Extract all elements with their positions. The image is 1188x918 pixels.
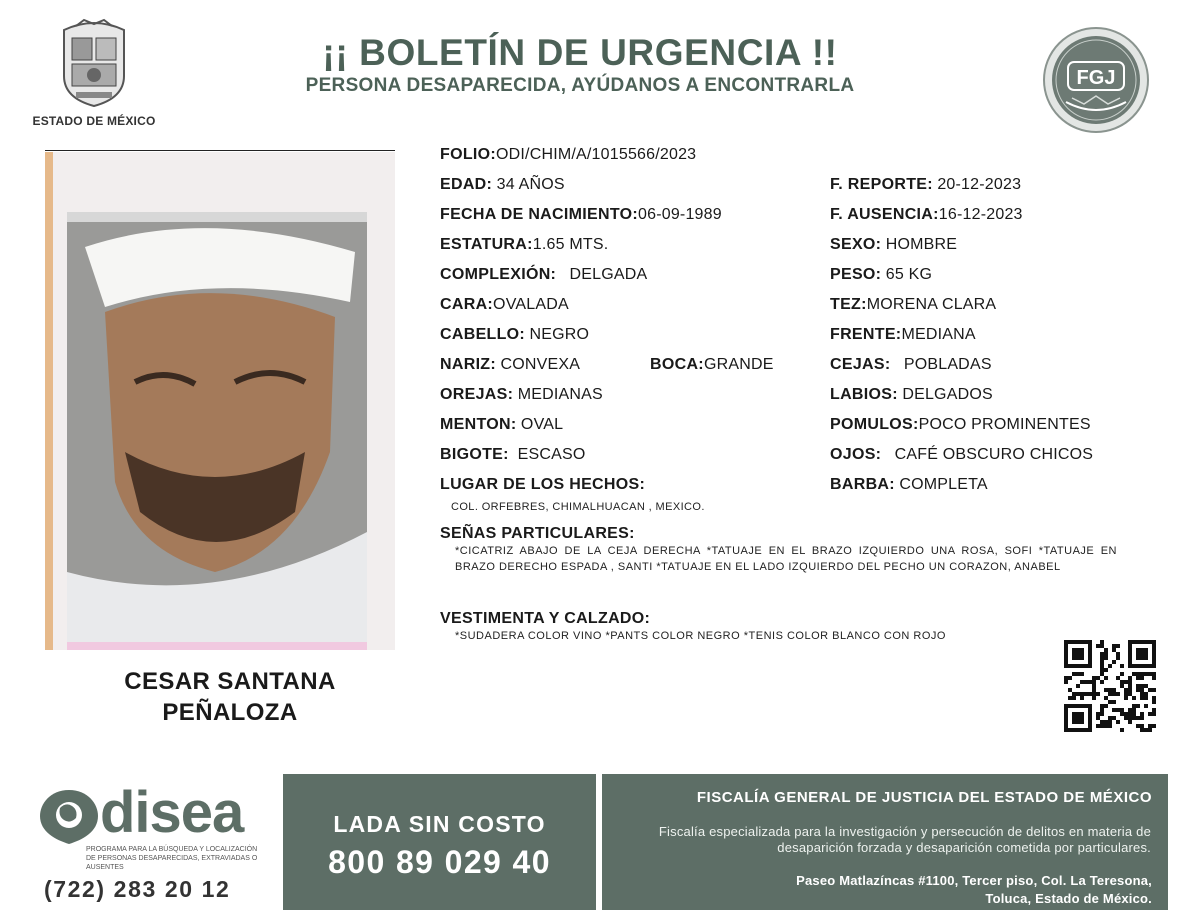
field-label: LABIOS: xyxy=(830,386,898,403)
field-value: CONVEXA xyxy=(500,356,581,373)
toll-free-number[interactable]: 800 89 029 40 xyxy=(328,844,551,880)
field-value: 34 AÑOS xyxy=(496,176,565,193)
field-barba xyxy=(830,475,988,495)
field-lugar-value: COL. ORFEBRES, CHIMALHUACAN , MEXICO. xyxy=(451,501,705,513)
field-value: DELGADA xyxy=(569,266,648,283)
name-line-1: CESAR SANTANA xyxy=(124,668,336,695)
field-label: BOCA: xyxy=(650,356,704,373)
photo-top-rule xyxy=(45,150,395,151)
field-value: POCO PROMINENTES xyxy=(918,416,1091,433)
field-value: 06-09-1989 xyxy=(638,206,722,223)
field-label: NARIZ: xyxy=(440,356,497,373)
name-line-2: PEÑALOZA xyxy=(162,699,298,726)
field-menton xyxy=(440,415,563,435)
field-value: 20-12-2023 xyxy=(937,176,1022,193)
person-photo xyxy=(45,152,395,650)
field-folio xyxy=(440,145,696,165)
field-label: TEZ: xyxy=(830,296,867,313)
field-label: OREJAS: xyxy=(440,386,514,403)
fgj-seal-text: FGJ xyxy=(1076,67,1116,89)
field-complexion xyxy=(440,265,647,285)
field-label: BIGOTE: xyxy=(440,446,509,463)
field-cabello xyxy=(440,325,589,345)
qr-code-icon[interactable] xyxy=(1064,640,1156,732)
field-label: EDAD: xyxy=(440,176,493,193)
field-label: SEXO: xyxy=(830,236,882,253)
field-value: ESCASO xyxy=(517,446,586,463)
field-label: FECHA DE NACIMIENTO: xyxy=(440,206,638,223)
address-line-2: Toluca, Estado de México. xyxy=(985,891,1152,906)
senas-label xyxy=(440,524,635,544)
fiscalia-address xyxy=(640,872,1152,908)
field-ojos xyxy=(830,445,1093,465)
field-value: ODI/CHIM/A/1015566/2023 xyxy=(496,146,697,163)
footer-divider xyxy=(596,774,602,910)
field-label: BARBA: xyxy=(830,476,895,493)
field-label: SEÑAS PARTICULARES: xyxy=(440,525,635,542)
field-value: 16-12-2023 xyxy=(938,206,1023,223)
field-value: CAFÉ OBSCURO CHICOS xyxy=(894,446,1094,463)
field-label: OJOS: xyxy=(830,446,882,463)
field-value: HOMBRE xyxy=(885,236,958,253)
field-nariz xyxy=(440,355,580,375)
field-edad xyxy=(440,175,565,195)
field-label: COMPLEXIÓN: xyxy=(440,266,557,283)
odisea-description: PROGRAMA PARA LA BÚSQUEDA Y LOCALIZACIÓN DE PERSONAS DESAPARECIDAS, EXTRAVIADAS O AUSENTES xyxy=(86,846,258,871)
field-label: LUGAR DE LOS HECHOS: xyxy=(440,476,646,493)
field-label: F. AUSENCIA: xyxy=(830,206,939,223)
field-label: F. REPORTE: xyxy=(830,176,933,193)
vestimenta-label xyxy=(440,609,650,629)
field-fecha-nacimiento xyxy=(440,205,722,225)
field-frente xyxy=(830,325,976,345)
coat-of-arms-icon xyxy=(54,18,134,108)
field-value: OVAL xyxy=(520,416,564,433)
field-value: MEDIANA xyxy=(901,326,976,343)
field-label: CABELLO: xyxy=(440,326,526,343)
fgj-seal-icon xyxy=(1042,26,1150,134)
field-f-reporte xyxy=(830,175,1021,195)
field-value: OVALADA xyxy=(493,296,569,313)
odisea-phone[interactable]: (722) 283 20 12 xyxy=(44,876,231,902)
address-line-1: Paseo Matlazíncas #1100, Tercer piso, Col. La Teresona, xyxy=(796,873,1152,888)
field-label: ESTATURA: xyxy=(440,236,533,253)
bulletin-subtitle: PERSONA DESAPARECIDA, AYÚDANOS A ENCONTRARLA xyxy=(305,75,855,96)
missing-person-name xyxy=(60,666,400,728)
field-label: CARA: xyxy=(440,296,494,313)
field-cara xyxy=(440,295,569,315)
field-orejas xyxy=(440,385,603,405)
field-pomulos xyxy=(830,415,1091,435)
field-estatura xyxy=(440,235,608,255)
field-label: FOLIO: xyxy=(440,146,497,163)
field-value: COMPLETA xyxy=(899,476,988,493)
field-value: MEDIANAS xyxy=(517,386,603,403)
field-label: VESTIMENTA Y CALZADO: xyxy=(440,610,651,627)
estado-de-mexico-logo xyxy=(30,18,158,128)
field-sexo xyxy=(830,235,957,255)
toll-free-label: LADA SIN COSTO xyxy=(333,811,546,837)
field-label: MENTON: xyxy=(440,416,517,433)
field-labios xyxy=(830,385,993,405)
odisea-wordmark: disea xyxy=(100,780,244,845)
field-label: PESO: xyxy=(830,266,882,283)
field-label: FRENTE: xyxy=(830,326,902,343)
state-caption: ESTADO DE MÉXICO xyxy=(32,114,156,128)
field-label: CEJAS: xyxy=(830,356,891,373)
fiscalia-title: FISCALÍA GENERAL DE JUSTICIA DEL ESTADO DE MÉXICO xyxy=(696,789,1152,806)
odisea-location-pin-icon xyxy=(36,788,102,846)
field-value: GRANDE xyxy=(703,356,774,373)
field-cejas xyxy=(830,355,992,375)
field-lugar-label xyxy=(440,475,645,495)
vestimenta-value: *SUDADERA COLOR VINO *PANTS COLOR NEGRO *TENIS COLOR BLANCO CON ROJO xyxy=(455,630,946,642)
fiscalia-description: Fiscalía especializada para la investigación y persecución de delitos en materia de desaparición forzada y desaparición cometida por particulares. xyxy=(658,824,1151,855)
field-bigote xyxy=(440,445,586,465)
senas-value: *CICATRIZ ABAJO DE LA CEJA DERECHA *TATUAJE EN EL BRAZO IZQUIERDO UNA ROSA, SOFI *TATUAJE EN BRAZO DERECHO ESPADA , SANTI *TATUAJE EN EL LADO IZQUIERDO DEL PECHO UN CORAZON, ANABEL xyxy=(455,545,1117,573)
field-boca xyxy=(650,355,774,375)
field-peso xyxy=(830,265,932,285)
field-f-ausencia xyxy=(830,205,1023,225)
field-value: MORENA CLARA xyxy=(866,296,997,313)
field-tez xyxy=(830,295,996,315)
field-value: 65 KG xyxy=(885,266,933,283)
field-value: POBLADAS xyxy=(903,356,992,373)
field-value: 1.65 MTS. xyxy=(532,236,609,253)
field-value: NEGRO xyxy=(529,326,590,343)
bulletin-title: ¡¡ BOLETÍN DE URGENCIA !! xyxy=(322,32,838,73)
field-value: DELGADOS xyxy=(902,386,993,403)
field-label: POMULOS: xyxy=(830,416,919,433)
